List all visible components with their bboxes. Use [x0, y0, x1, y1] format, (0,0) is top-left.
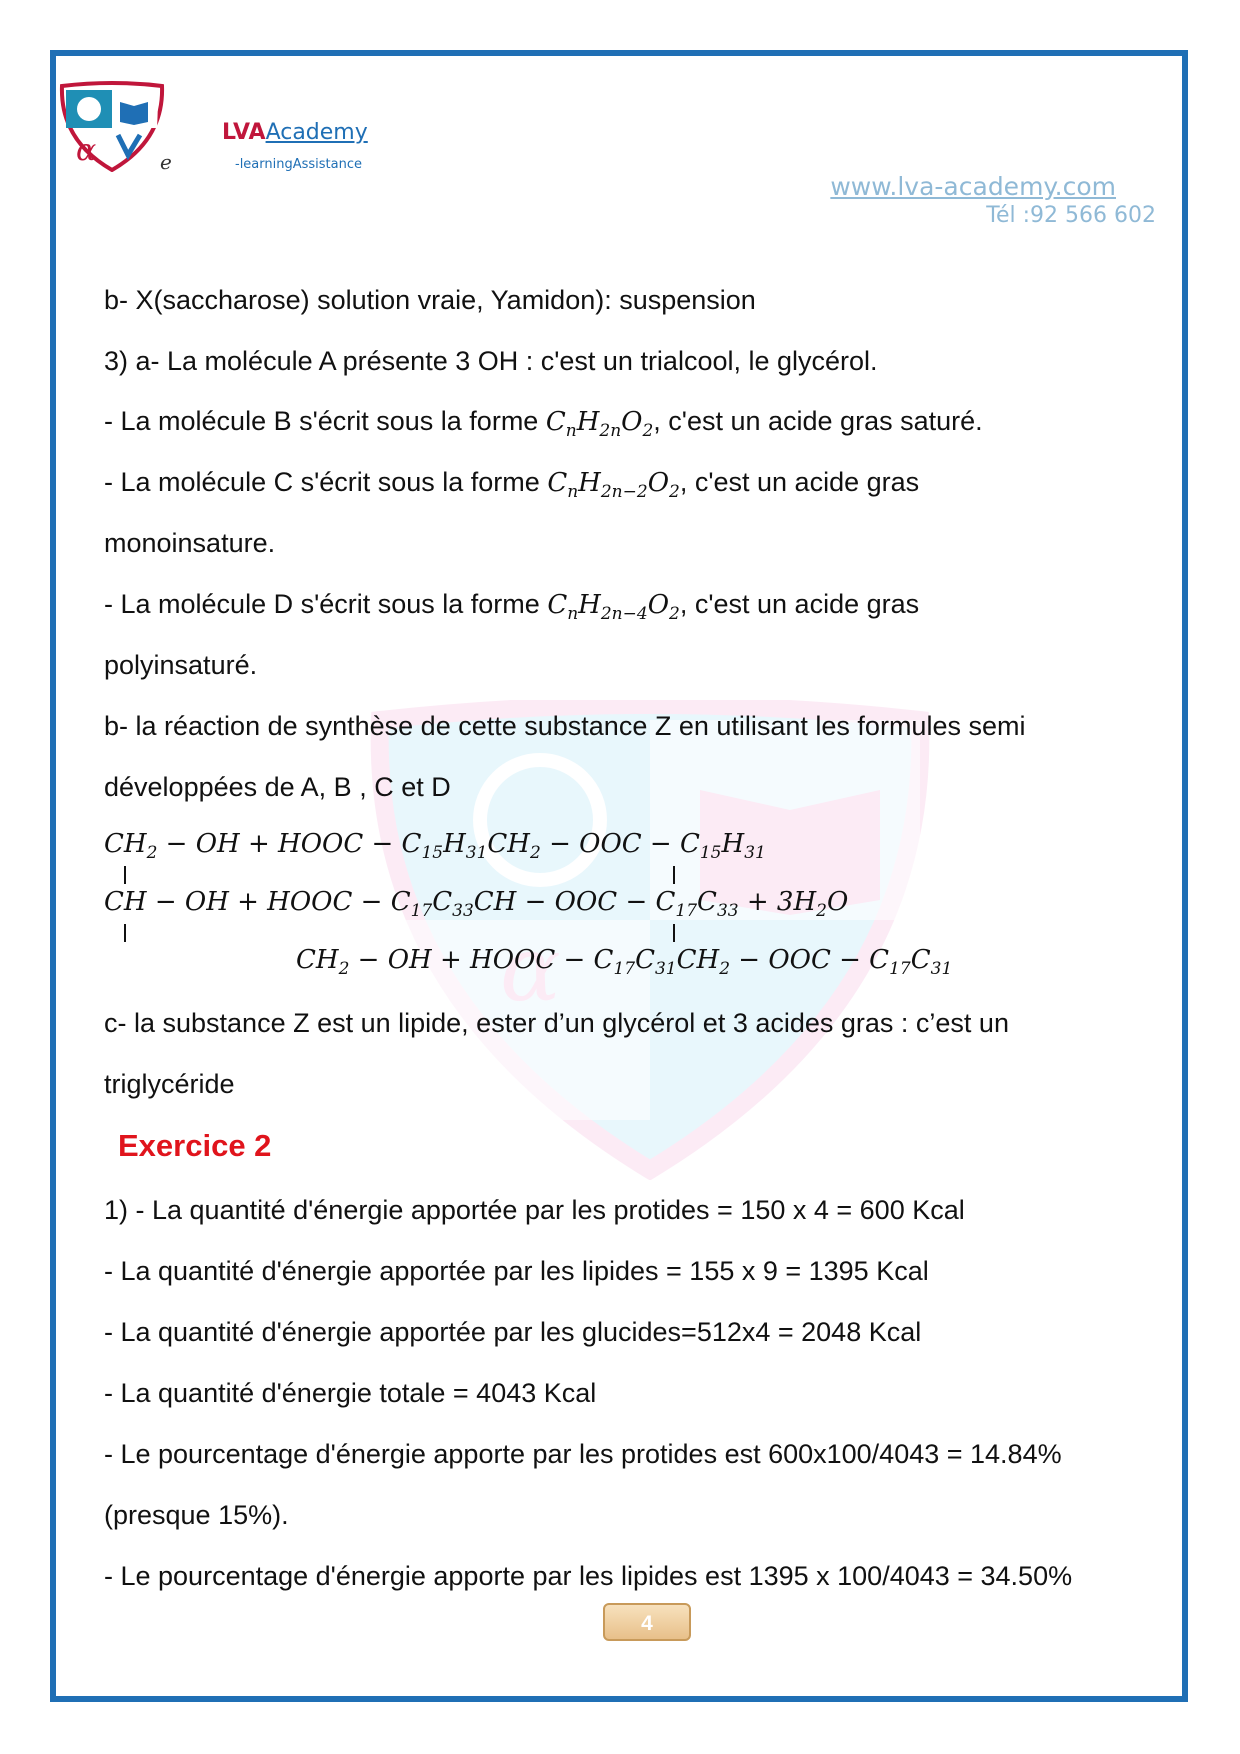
text-line: - Le pourcentage d'énergie apporte par les protides est 600x100/4043 = 14.84%	[104, 1439, 1062, 1469]
brand-lva: LVA	[222, 120, 266, 145]
brand-name	[222, 120, 368, 145]
text-line: polyinsaturé.	[104, 650, 258, 680]
equation-line-2: CH − OH + HOOC − $C_{17}C_{33}CH$ − OOC − $C_{17}C_{33} + 3H_2O$	[104, 887, 849, 922]
text-line: b- X(saccharose) solution vraie, Yamidon): suspension	[104, 285, 756, 315]
equation-line-1: $CH_2$ − OH + HOOC − $C_{15}H_{31}CH_2$ − OOC − $C_{15}H_{31}$	[104, 829, 766, 864]
svg-text:α: α	[76, 133, 97, 168]
text-segment: , c'est un acide gras	[679, 589, 920, 619]
phone-number: Tél :92 566 602	[986, 203, 1156, 228]
brand-tagline: -learningAssistance	[235, 157, 362, 172]
text-segment: - La molécule B s'écrit sous la forme	[104, 406, 546, 436]
formula-polyunsaturated: $C_nH_{2n-4}O_2$	[547, 590, 680, 625]
equation-line-3: $CH_2$ − OH + HOOC − $C_{17}C_{31}CH_2$ − OOC − $C_{17}C_{31}$	[296, 945, 953, 980]
formula-saturated: $C_nH_{2n}O_2$	[545, 407, 654, 442]
watermark-shield-icon	[370, 700, 930, 1180]
bond-line	[673, 866, 675, 884]
page-number-badge: 4	[603, 1603, 691, 1641]
text-line: - Le pourcentage d'énergie apporte par les lipides est 1395 x 100/4043 = 34.50%	[104, 1561, 1073, 1591]
section-title-exercice-2: Exercice 2	[118, 1128, 272, 1163]
text-line: (presque 15%).	[104, 1500, 289, 1530]
logo-script-letter: e	[160, 150, 172, 174]
text-line: b- la réaction de synthèse de cette substance Z en utilisant les formules semi	[104, 711, 1026, 741]
text-segment: - La molécule C s'écrit sous la forme	[104, 467, 548, 497]
text-segment: - La molécule D s'écrit sous la forme	[104, 589, 548, 619]
brand-academy: Academy	[265, 120, 368, 145]
text-line: développées de A, B , C et D	[104, 772, 451, 802]
text-line: c- la substance Z est un lipide, ester d’un glycérol et 3 acides gras : c’est un	[104, 1008, 1009, 1038]
lva-shield-logo-icon	[58, 80, 166, 172]
text-segment: , c'est un acide gras	[679, 467, 920, 497]
text-line-molecule-c	[104, 465, 919, 509]
text-line-molecule-b	[104, 404, 983, 448]
svg-text:α: α	[500, 917, 561, 1022]
text-line: - La quantité d'énergie totale = 4043 Kcal	[104, 1378, 597, 1408]
text-line: triglycéride	[104, 1069, 235, 1099]
formula-monounsaturated: $C_nH_{2n-2}O_2$	[547, 468, 680, 503]
website-link[interactable]: www.lva-academy.com	[830, 172, 1116, 201]
text-line: 1) - La quantité d'énergie apportée par les protides = 150 x 4 = 600 Kcal	[104, 1195, 965, 1225]
bond-line	[124, 866, 126, 884]
text-segment: , c'est un acide gras saturé.	[653, 406, 983, 436]
bond-line	[124, 924, 126, 942]
bond-line	[673, 924, 675, 942]
text-line: - La quantité d'énergie apportée par les glucides=512x4 = 2048 Kcal	[104, 1317, 922, 1347]
text-line: - La quantité d'énergie apportée par les lipides = 155 x 9 = 1395 Kcal	[104, 1256, 929, 1286]
text-line: monoinsature.	[104, 528, 276, 558]
text-line-molecule-d	[104, 587, 919, 631]
text-line: 3) a- La molécule A présente 3 OH : c'est un trialcool, le glycérol.	[104, 346, 878, 376]
